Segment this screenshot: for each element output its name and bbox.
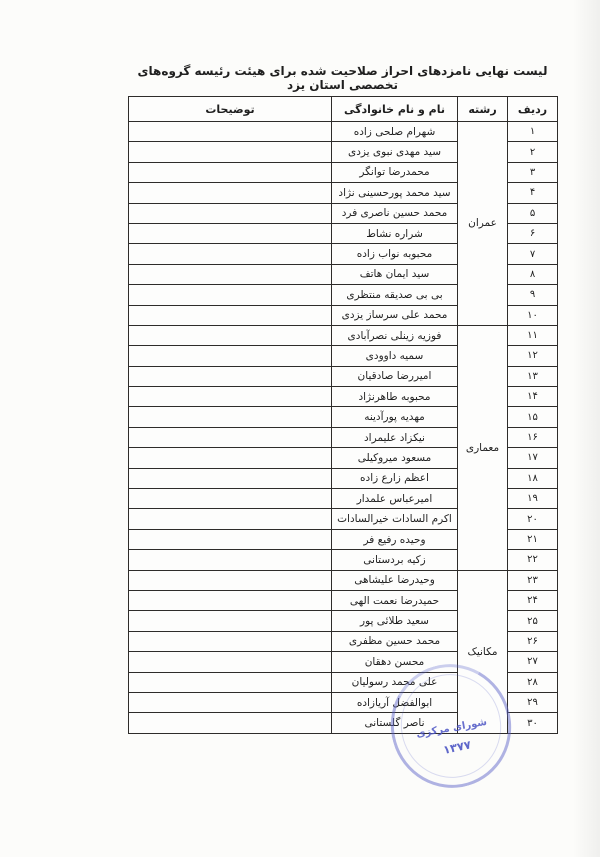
row-number-cell: ۱۷ [508,448,558,468]
notes-cell [129,203,332,223]
row-number-cell: ۱ [508,122,558,142]
row-number-cell: ۱۹ [508,489,558,509]
row-number-cell: ۹ [508,285,558,305]
row-number-cell: ۲۲ [508,550,558,570]
notes-cell [129,264,332,284]
candidate-name-cell: اکرم السادات خیرالسادات [332,509,458,529]
notes-cell [129,611,332,631]
row-number-cell: ۲۶ [508,631,558,651]
notes-cell [129,529,332,549]
notes-cell [129,325,332,345]
row-number-cell: ۱۱ [508,325,558,345]
row-number-cell: ۵ [508,203,558,223]
candidate-name-cell: محمد حسین مظفری [332,631,458,651]
row-number-cell: ۱۶ [508,427,558,447]
notes-cell [129,285,332,305]
candidate-name-cell: محمدرضا توانگر [332,162,458,182]
header-row [129,97,558,122]
candidate-name-cell: اعظم زارع زاده [332,468,458,488]
notes-cell [129,713,332,733]
candidate-name-cell: سمیه داوودی [332,346,458,366]
candidates-table [128,96,558,734]
row-number-cell: ۱۴ [508,387,558,407]
notes-cell [129,489,332,509]
candidate-name-cell: ابوالفضل آریازاده [332,692,458,712]
notes-cell [129,672,332,692]
header-notes: توضیحات [129,97,332,122]
notes-cell [129,590,332,610]
candidate-name-cell: وحیده رفیع فر [332,529,458,549]
discipline-group-cell: عمران [458,122,508,326]
stamp-year: ۱۳۷۷ [441,737,473,757]
candidate-name-cell: امیرعباس علمدار [332,489,458,509]
row-number-cell: ۷ [508,244,558,264]
notes-cell [129,305,332,325]
candidate-name-cell: محمد علی سرساز یزدی [332,305,458,325]
candidate-name-cell: مهدیه پورآدینه [332,407,458,427]
notes-cell [129,387,332,407]
notes-cell [129,631,332,651]
table-row [129,325,558,345]
row-number-cell: ۲۴ [508,590,558,610]
candidate-name-cell: محبوبه طاهرنژاد [332,387,458,407]
candidate-name-cell: محبوبه نواب زاده [332,244,458,264]
row-number-cell: ۲۷ [508,652,558,672]
row-number-cell: ۳۰ [508,713,558,733]
row-number-cell: ۱۲ [508,346,558,366]
notes-cell [129,509,332,529]
table-body [129,122,558,734]
row-number-cell: ۲۳ [508,570,558,590]
table-row [129,122,558,142]
notes-cell [129,223,332,243]
row-number-cell: ۱۵ [508,407,558,427]
notes-cell [129,142,332,162]
candidate-name-cell: نیکزاد علیمراد [332,427,458,447]
candidate-name-cell: ناصر گلستانی [332,713,458,733]
row-number-cell: ۱۳ [508,366,558,386]
candidate-name-cell: وحیدرضا علیشاهی [332,570,458,590]
table-row [129,570,558,590]
notes-cell [129,570,332,590]
row-number-cell: ۱۰ [508,305,558,325]
notes-cell [129,346,332,366]
row-number-cell: ۳ [508,162,558,182]
notes-cell [129,162,332,182]
candidate-name-cell: سعید طلائی پور [332,611,458,631]
candidate-name-cell: امیررضا صادقیان [332,366,458,386]
notes-cell [129,122,332,142]
row-number-cell: ۲۱ [508,529,558,549]
notes-cell [129,652,332,672]
notes-cell [129,550,332,570]
page-title: لیست نهایی نامزدهای احراز صلاحیت شده برای هیئت رئیسه گروه‌های تخصصی استان یزد [137,64,548,92]
row-number-cell: ۲۰ [508,509,558,529]
candidate-name-cell: محمد حسین ناصری فرد [332,203,458,223]
candidate-name-cell: حمیدرضا نعمت الهی [332,590,458,610]
candidate-name-cell: مسعود میروکیلی [332,448,458,468]
notes-cell [129,448,332,468]
notes-cell [129,366,332,386]
discipline-group-cell: مکانیک [458,570,508,733]
candidate-name-cell: سید مهدی نبوی یزدی [332,142,458,162]
table-header [129,97,558,122]
discipline-group-cell: معماری [458,325,508,570]
row-number-cell: ۲ [508,142,558,162]
row-number-cell: ۲۹ [508,692,558,712]
notes-cell [129,244,332,264]
notes-cell [129,183,332,203]
row-number-cell: ۱۸ [508,468,558,488]
header-row-number: ردیف [508,97,558,122]
notes-cell [129,692,332,712]
row-number-cell: ۲۸ [508,672,558,692]
notes-cell [129,468,332,488]
candidate-name-cell: محسن دهقان [332,652,458,672]
candidate-name-cell: علی محمد رسولیان [332,672,458,692]
candidate-name-cell: شهرام صلحی زاده [332,122,458,142]
header-full-name: نام و نام خانوادگی [332,97,458,122]
header-discipline: رشته [458,97,508,122]
row-number-cell: ۸ [508,264,558,284]
row-number-cell: ۶ [508,223,558,243]
candidate-name-cell: فوزیه زینلی نصرآبادی [332,325,458,345]
candidate-name-cell: شراره نشاط [332,223,458,243]
candidate-name-cell: سید محمد پورحسینی نژاد [332,183,458,203]
candidate-name-cell: بی بی صدیقه منتظری [332,285,458,305]
stamp-text: شورای مرکزی [415,716,488,741]
row-number-cell: ۲۵ [508,611,558,631]
notes-cell [129,427,332,447]
row-number-cell: ۴ [508,183,558,203]
notes-cell [129,407,332,427]
candidate-name-cell: سید ایمان هاتف [332,264,458,284]
candidate-name-cell: زکیه بردستانی [332,550,458,570]
